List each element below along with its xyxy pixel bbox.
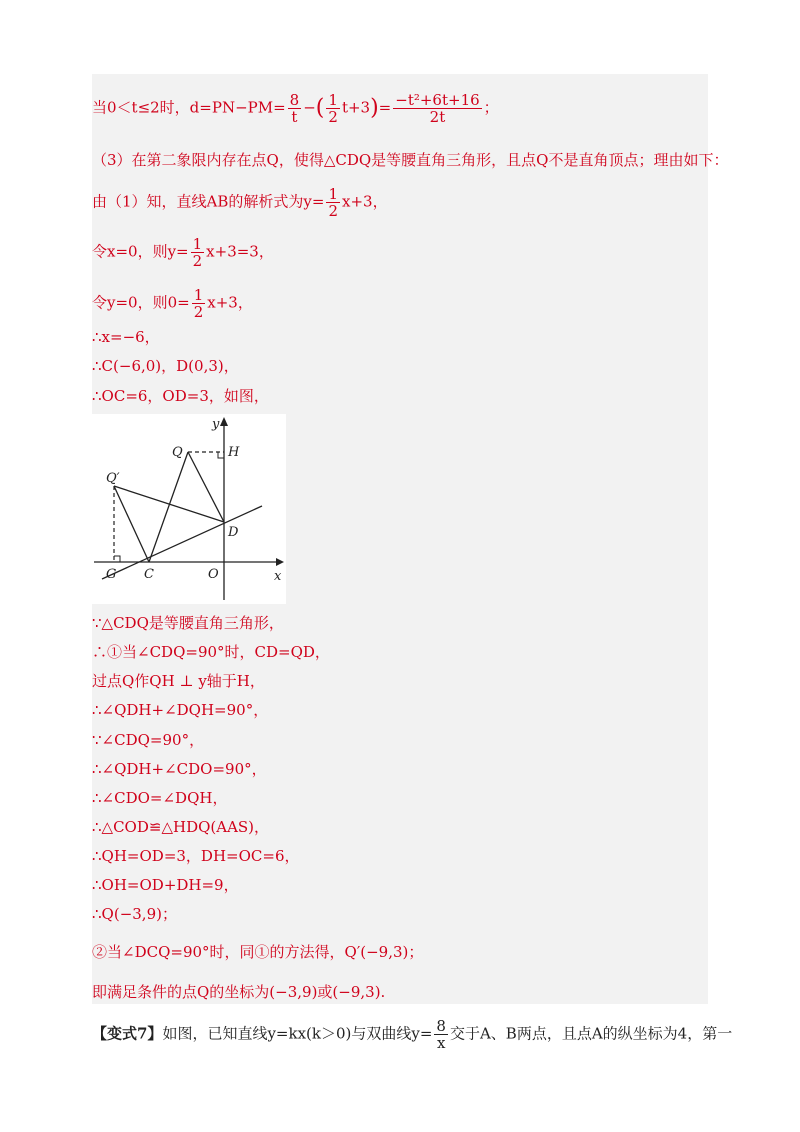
label-h: H (228, 445, 240, 460)
text-segment: 令y=0，则0= (92, 293, 190, 312)
right-paren: ) (370, 95, 379, 121)
y-axis-arrow (220, 417, 228, 426)
fraction (326, 186, 340, 219)
right-angle-g (114, 556, 120, 562)
label-c: C (144, 567, 154, 582)
denominator: 2 (192, 252, 203, 270)
line-ab (102, 506, 262, 579)
text-segment: 令x=0，则y= (92, 242, 189, 261)
segment-qpc (114, 486, 149, 562)
solution-line-20: ②当∠DCQ=90°时，同①的方法得，Q′(−9,3)； (92, 943, 424, 961)
denominator: 2t (429, 108, 446, 126)
label-q: Q (172, 445, 183, 460)
numerator: −t²+6t+16 (395, 91, 480, 109)
solution-line-4 (92, 236, 274, 269)
denominator: t (291, 108, 298, 126)
solution-line-17: ∴QH=OD=3，DH=OC=6， (92, 847, 300, 865)
label-d: D (228, 525, 239, 540)
text-segment: x+3=3， (206, 242, 274, 261)
numerator: 8 (289, 91, 300, 109)
numerator: 1 (193, 286, 204, 304)
solution-line-5 (92, 287, 253, 320)
solution-line-18: ∴OH=OD+DH=9， (92, 876, 239, 894)
numerator: 8 (436, 1017, 446, 1035)
label-o: O (208, 567, 219, 582)
segment-cq (149, 452, 188, 562)
text-segment: 当0＜t≤2时，d=PN−PM= (92, 98, 286, 117)
right-angle-h (218, 452, 224, 458)
numerator: 1 (328, 91, 338, 109)
text-segment: t+3 (341, 98, 371, 117)
solution-line-19: ∴Q(−3,9)； (92, 905, 177, 923)
solution-line-13: ∵∠CDQ=90°， (92, 731, 205, 749)
text-segment: 如图，已知直线y=kx(k＞0)与双曲线y= (162, 1024, 433, 1043)
denominator: x (436, 1034, 446, 1052)
denominator: 2 (328, 202, 338, 220)
denominator: 2 (328, 108, 338, 126)
solution-line-2: （3）在第二象限内存在点Q，使得△CDQ是等腰直角三角形，且点Q不是直角顶点；理由如下： (92, 151, 729, 169)
solution-line-15: ∴∠CDO=∠DQH， (92, 789, 228, 807)
fraction (393, 92, 481, 125)
left-paren: ( (315, 95, 325, 121)
denominator: 2 (193, 303, 204, 321)
text-segment: 由（1）知，直线AB的解析式为y= (92, 192, 325, 211)
numerator: 1 (192, 235, 203, 253)
solution-line-7: ∴C(−6,0)，D(0,3)， (92, 357, 239, 375)
text-segment: − (303, 98, 316, 117)
x-axis-arrow (276, 558, 284, 566)
label-y: y (212, 417, 220, 432)
text-segment: 交于A、B两点，且点A的纵坐标为4，第一 (449, 1024, 733, 1043)
geometry-figure (92, 414, 286, 604)
solution-line-3 (92, 186, 388, 219)
solution-line-21: 即满足条件的点Q的坐标为(−3,9)或(−9,3). (92, 983, 386, 1001)
solution-line-14: ∴∠QDH+∠CDO=90°， (92, 760, 267, 778)
solution-line-12: ∴∠QDH+∠DQH=90°， (92, 701, 269, 719)
problem-tag: 【变式7】 (92, 1024, 163, 1043)
fraction (326, 92, 340, 125)
label-g: G (106, 567, 117, 582)
solution-line-16: ∴△COD≌△HDQ(AAS)， (92, 818, 270, 836)
text-segment: x+3， (207, 293, 253, 312)
solution-line-6: ∴x=−6， (92, 328, 160, 346)
numerator: 1 (328, 185, 338, 203)
text-segment: = (378, 98, 392, 117)
text-segment: ； (483, 98, 499, 117)
solution-line-8: ∴OC=6，OD=3，如图， (92, 387, 269, 405)
fraction (191, 236, 205, 269)
solution-line-1 (92, 92, 499, 125)
fraction (288, 92, 302, 125)
solution-line-9: ∵△CDQ是等腰直角三角形， (92, 614, 284, 632)
solution-line-11: 过点Q作QH ⊥ y轴于H， (92, 672, 265, 690)
next-problem-line (92, 1018, 732, 1051)
label-x: x (274, 569, 282, 584)
fraction (434, 1018, 448, 1051)
fraction (192, 287, 206, 320)
label-q-prime: Q′ (106, 471, 120, 486)
text-segment: x+3， (342, 192, 388, 211)
solution-line-10: ∴①当∠CDQ=90°时，CD=QD， (92, 643, 330, 661)
segment-qpd (114, 486, 224, 522)
